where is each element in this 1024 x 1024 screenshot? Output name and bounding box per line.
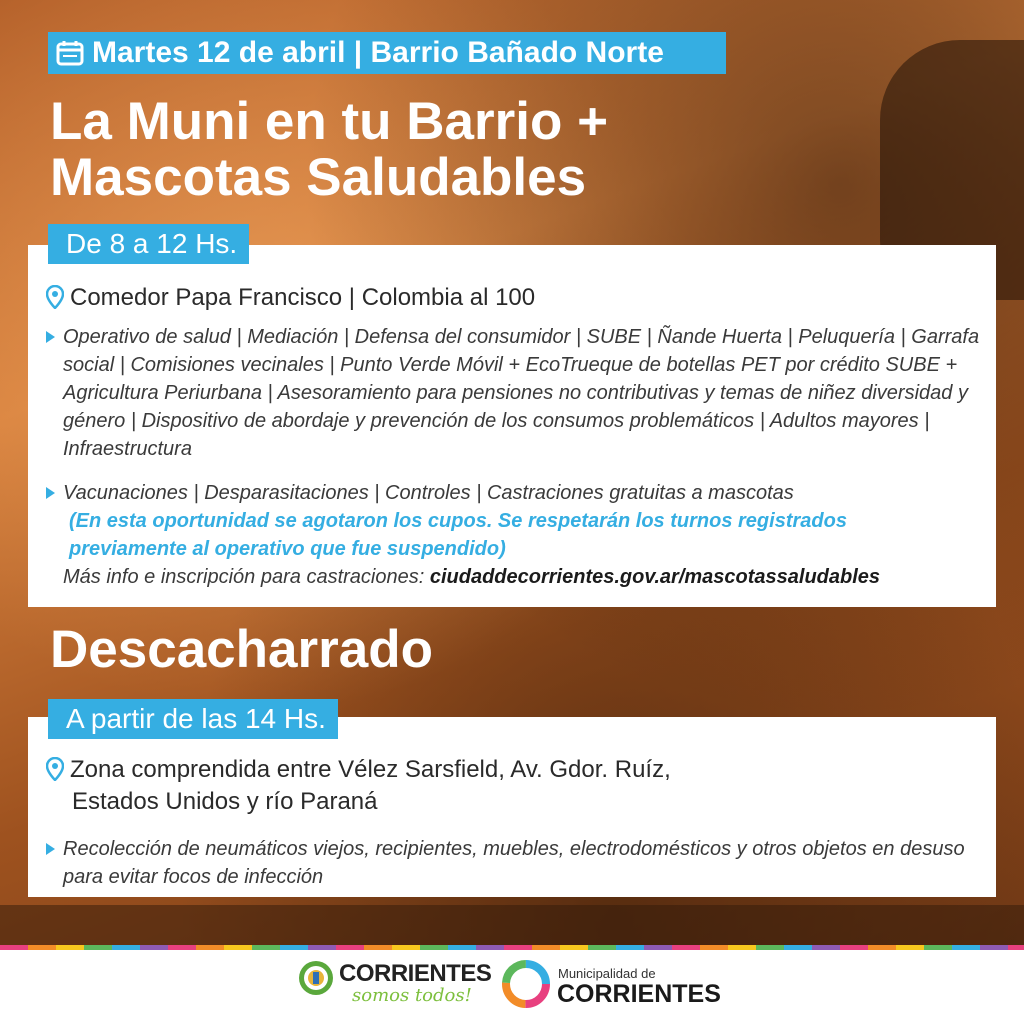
province-logo-text: CORRIENTES (339, 960, 492, 987)
event2-description-text: Recolección de neumáticos viejos, recipientes, muebles, electrodomésticos y otros objetos en desuso para evitar focos de infección (63, 838, 965, 888)
event1-pets-text: Vacunaciones | Desparasitaciones | Controles | Castraciones gratuitas a mascotas (63, 482, 794, 504)
event1-info-link[interactable]: ciudaddecorrientes.gov.ar/mascotassaludables (429, 566, 881, 588)
event1-services-text: Operativo de salud | Mediación | Defensa del consumidor | SUBE | Ñande Huerta | Peluquería | Garrafa social | Comisiones vecinales | Punto Verde Móvil + EcoTrueque de botellas PET por crédito SUBE + Agricultura Periurbana | Asesoramiento para pensiones no contributivas y temas de niñez diversidad y género | Dispositivo de abordaje y prevención de los consumos problemáticos | Adultos mayores | Infraestructura (63, 326, 980, 460)
event2-location-line1: Zona comprendida entre Vélez Sarsfield, Av. Gdor. Ruíz, (70, 756, 671, 783)
event1-note: (En esta oportunidad se agotaron los cupos. Se respetarán los turnos registrados previamente al operativo que fue suspendido) (69, 510, 847, 560)
municipality-logo-small: Municipalidad de (558, 966, 656, 981)
event1-pets-item (46, 479, 1013, 591)
event2-description-item (46, 835, 998, 891)
background-photo-table (0, 905, 1024, 945)
event1-location (46, 283, 535, 313)
event2-location (46, 755, 671, 785)
title-line-1: La Muni en tu Barrio + (50, 92, 609, 151)
event2-card (28, 717, 996, 897)
municipality-logo-big: CORRIENTES (557, 980, 721, 1008)
event1-location-text: Comedor Papa Francisco | Colombia al 100 (70, 284, 536, 311)
event1-time-badge: De 8 a 12 Hs. (48, 224, 249, 264)
province-seal-icon (298, 958, 334, 998)
bullet-triangle-icon (46, 331, 55, 343)
bullet-triangle-icon (46, 487, 55, 499)
bullet-triangle-icon (46, 843, 55, 855)
event1-services-item (46, 323, 998, 463)
event1-info-label: Más info e inscripción para castraciones: (63, 566, 430, 588)
event1-card (28, 245, 996, 607)
date-location-text: Martes 12 de abril | Barrio Bañado Norte (92, 36, 664, 69)
province-logo-tagline: somos todos! (352, 985, 472, 1006)
event2-location-line2: Estados Unidos y río Paraná (72, 788, 378, 815)
event2-time-badge: A partir de las 14 Hs. (48, 699, 338, 739)
location-pin-icon (46, 757, 64, 781)
location-pin-icon (46, 285, 64, 309)
event2-location-cont (72, 787, 378, 817)
municipality-ring-icon (500, 958, 552, 1010)
date-location-banner (48, 32, 726, 74)
title-line-2: Mascotas Saludables (50, 148, 587, 207)
page-title (50, 94, 608, 206)
event2-title: Descacharrado (50, 620, 433, 679)
calendar-icon (56, 40, 84, 66)
